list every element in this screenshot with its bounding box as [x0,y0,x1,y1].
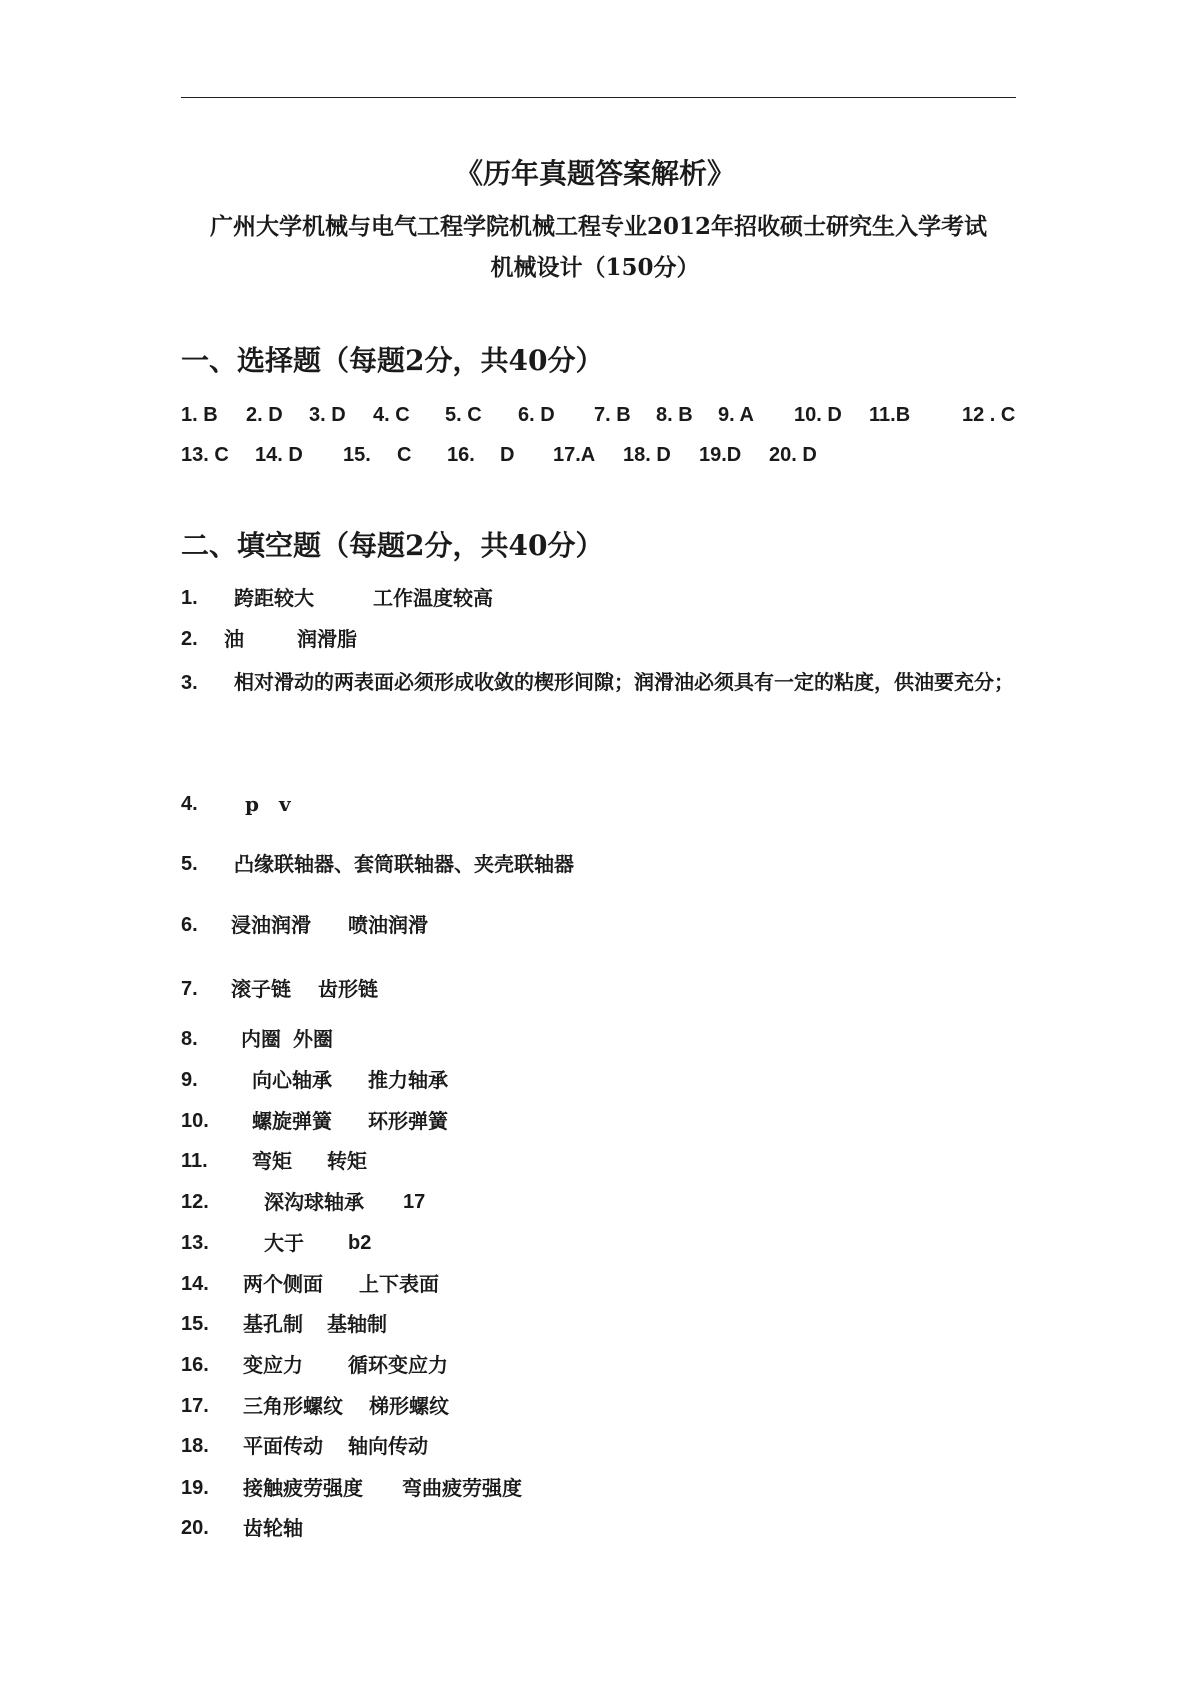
answer-text: 变应力 [243,1353,303,1377]
answer-text: 两个侧面 [243,1272,323,1296]
answer-text: 滚子链 [231,977,291,1001]
answer-text: 跨距较大 [234,586,314,610]
answer-text: 油 [224,627,244,651]
answer-text: p [245,792,259,816]
answer-text: 接触疲劳强度 [243,1476,363,1500]
mc-answer: 20. D [769,444,817,466]
item-number: 18. [181,1435,209,1457]
mc-answer: 11.B [869,404,911,426]
mc-answer: 16. [447,444,475,466]
item-number: 8. [181,1028,198,1050]
answer-text: 相对滑动的两表面必须形成收敛的楔形间隙；润滑油必须具有一定的粘度，供油要充分； [234,670,1014,694]
item-number: 10. [181,1110,209,1132]
answer-text: 推力轴承 [368,1068,448,1092]
answer-text: 润滑脂 [297,627,357,651]
mc-answer: 17.A [553,444,596,466]
answer-text: 齿形链 [318,977,378,1001]
header-rule [181,97,1016,98]
mc-answer: 10. D [794,404,842,426]
answer-text: 工作温度较高 [373,586,493,610]
item-number: 3. [181,672,198,694]
mc-answer: 7. B [594,404,631,426]
answer-text: 转矩 [327,1149,367,1173]
item-number: 11. [181,1150,208,1172]
mc-answer: 13. C [181,444,229,466]
mc-answer: 15. [343,444,371,466]
answer-text: 喷油润滑 [348,913,428,937]
item-number: 4. [181,793,198,815]
answer-text: 循环变应力 [348,1353,448,1377]
document-subject: 机械设计（150分） [490,254,700,281]
answer-text: 螺旋弹簧 [252,1109,332,1133]
item-number: 16. [181,1354,209,1376]
item-number: 19. [181,1477,209,1499]
item-number: 17. [181,1395,209,1417]
item-number: 1. [181,587,198,609]
mc-answer: 2. D [246,404,283,426]
answer-text: 弯曲疲劳强度 [402,1476,522,1500]
item-number: 7. [181,978,198,1000]
mc-answer: 18. D [623,444,671,466]
item-number: 5. [181,853,198,875]
mc-answer: 1. B [181,404,218,426]
answer-text: 基孔制 [243,1312,303,1336]
document-subtitle: 广州大学机械与电气工程学院机械工程专业2012年招收硕士研究生入学考试 [209,213,987,240]
answer-text: 轴向传动 [348,1434,428,1458]
answer-text: 梯形螺纹 [369,1394,449,1418]
answer-text: 基轴制 [327,1312,387,1336]
answer-text: b2 [348,1232,372,1254]
item-number: 13. [181,1232,209,1254]
answer-text: 齿轮轴 [243,1516,303,1540]
answer-text: 浸油润滑 [231,913,311,937]
answer-text: 上下表面 [359,1272,439,1296]
mc-answer: 14. D [255,444,303,466]
answer-text: 深沟球轴承 [264,1190,364,1214]
item-number: 12. [181,1191,209,1213]
answer-text: 外圈 [293,1027,333,1051]
answer-text: 凸缘联轴器、套筒联轴器、夹壳联轴器 [234,852,574,876]
mc-answer: 9. A [718,404,754,426]
document-title: 《历年真题答案解析》 [454,157,735,190]
item-number: 2. [181,628,198,650]
mc-answer: C [397,444,412,466]
answer-text: 环形弹簧 [368,1109,448,1133]
mc-answer: 8. B [656,404,693,426]
mc-answer: D [500,444,515,466]
mc-answer: 5. C [445,404,482,426]
fill-item-long [181,662,1016,704]
mc-answer: 4. C [373,404,410,426]
answer-text: 17 [403,1191,426,1213]
item-number: 14. [181,1273,209,1295]
item-number: 9. [181,1069,198,1091]
mc-answer: 3. D [309,404,346,426]
mc-answer: 6. D [518,404,555,426]
answer-text: 向心轴承 [252,1068,332,1092]
answer-text: 内圈 [241,1027,281,1051]
section-heading-multiple-choice: 一、选择题（每题2分，共40分） [181,344,604,377]
mc-answer: 12 . C [962,404,1016,426]
item-number: 6. [181,914,198,936]
item-number: 15. [181,1313,209,1335]
answer-text: v [279,792,291,816]
answer-text: 大于 [264,1231,304,1255]
section-heading-fill-in-blank: 二、填空题（每题2分，共40分） [181,529,604,562]
answer-text: 弯矩 [252,1149,292,1173]
item-number: 20. [181,1517,209,1539]
mc-answer: 19.D [699,444,742,466]
answer-text: 平面传动 [243,1434,323,1458]
answer-text: 三角形螺纹 [243,1394,343,1418]
